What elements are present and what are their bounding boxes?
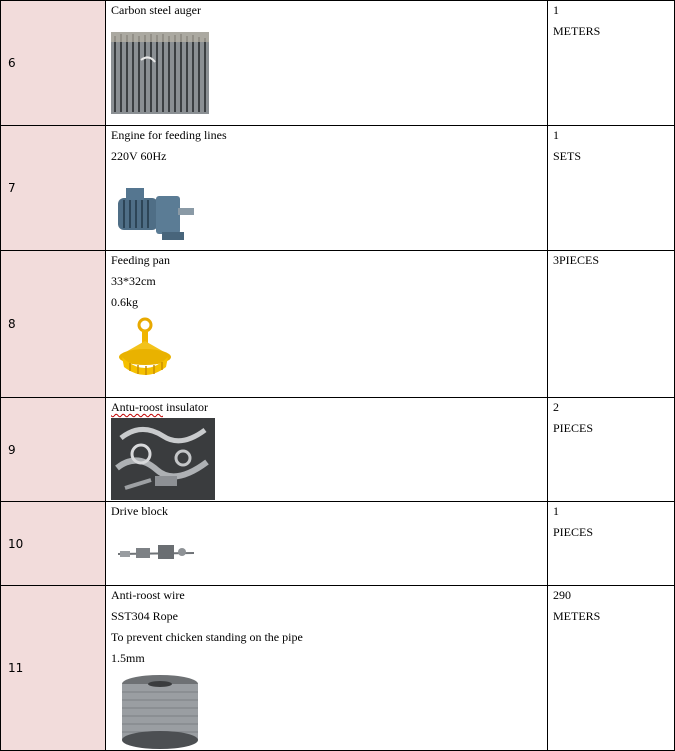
quantity-unit: SETS [553, 149, 582, 163]
table-row [0, 250, 675, 398]
quantity-unit: METERS [553, 609, 601, 623]
item-number-cell [0, 250, 106, 398]
description-line: Engine for feeding lines [111, 128, 227, 142]
description-line: SST304 Rope [111, 609, 179, 623]
auger-coil-icon [111, 32, 209, 114]
feeding-pan-icon [116, 317, 174, 383]
description-line [106, 397, 547, 418]
description-line: To prevent chicken standing on the pipe [111, 630, 303, 644]
table-row [0, 0, 675, 126]
description-cell [105, 397, 548, 502]
quantity-value: 1 [553, 504, 559, 518]
item-number-cell [0, 0, 106, 126]
insulator-parts-icon [111, 418, 215, 500]
quantity-unit: METERS [553, 24, 601, 38]
item-number: 10 [8, 536, 24, 551]
description-line: 0.6kg [111, 295, 138, 309]
item-number: 7 [8, 181, 16, 195]
quantity-value: 1 [553, 128, 559, 142]
misspelled-word: Antu-roost [111, 400, 163, 414]
description-suffix: insulator [163, 400, 208, 414]
quantity-unit: PIECES [553, 421, 594, 435]
item-number-cell [0, 501, 106, 586]
item-number: 8 [8, 317, 16, 331]
description-line: 33*32cm [111, 274, 156, 288]
item-number: 11 [8, 661, 24, 675]
description-line: 1.5mm [111, 651, 145, 665]
description-line: 220V 60Hz [111, 149, 167, 163]
description-line: Drive block [111, 504, 168, 518]
wire-spool-icon [120, 674, 200, 750]
table-row [0, 501, 675, 586]
description-line: Carbon steel auger [111, 3, 201, 17]
quantity-value: 3PIECES [553, 253, 600, 267]
description-line: Feeding pan [111, 253, 170, 267]
table-row [0, 125, 675, 251]
quantity-cell [547, 0, 675, 126]
quantity-value: 1 [553, 3, 559, 17]
item-number: 9 [8, 442, 16, 457]
quantity-cell [547, 250, 675, 398]
description-cell [105, 501, 548, 586]
description-cell [105, 125, 548, 251]
item-number-cell [0, 125, 106, 251]
description-line: Anti-roost wire [111, 588, 185, 602]
quantity-value: 290 [553, 588, 571, 602]
description-cell [105, 250, 548, 398]
quantity-cell [547, 585, 675, 751]
table-row [0, 585, 675, 751]
quantity-cell [547, 397, 675, 502]
drive-block-icon [116, 542, 196, 562]
item-number: 6 [8, 56, 16, 70]
quantity-cell [547, 501, 675, 586]
quantity-value: 2 [553, 400, 559, 414]
table-row [0, 397, 675, 502]
motor-icon [112, 186, 200, 244]
quantity-unit: PIECES [553, 525, 594, 539]
item-number-cell [0, 397, 106, 502]
quantity-cell [547, 125, 675, 251]
item-number-cell [0, 585, 106, 751]
description-cell [105, 0, 548, 126]
description-cell [105, 585, 548, 751]
